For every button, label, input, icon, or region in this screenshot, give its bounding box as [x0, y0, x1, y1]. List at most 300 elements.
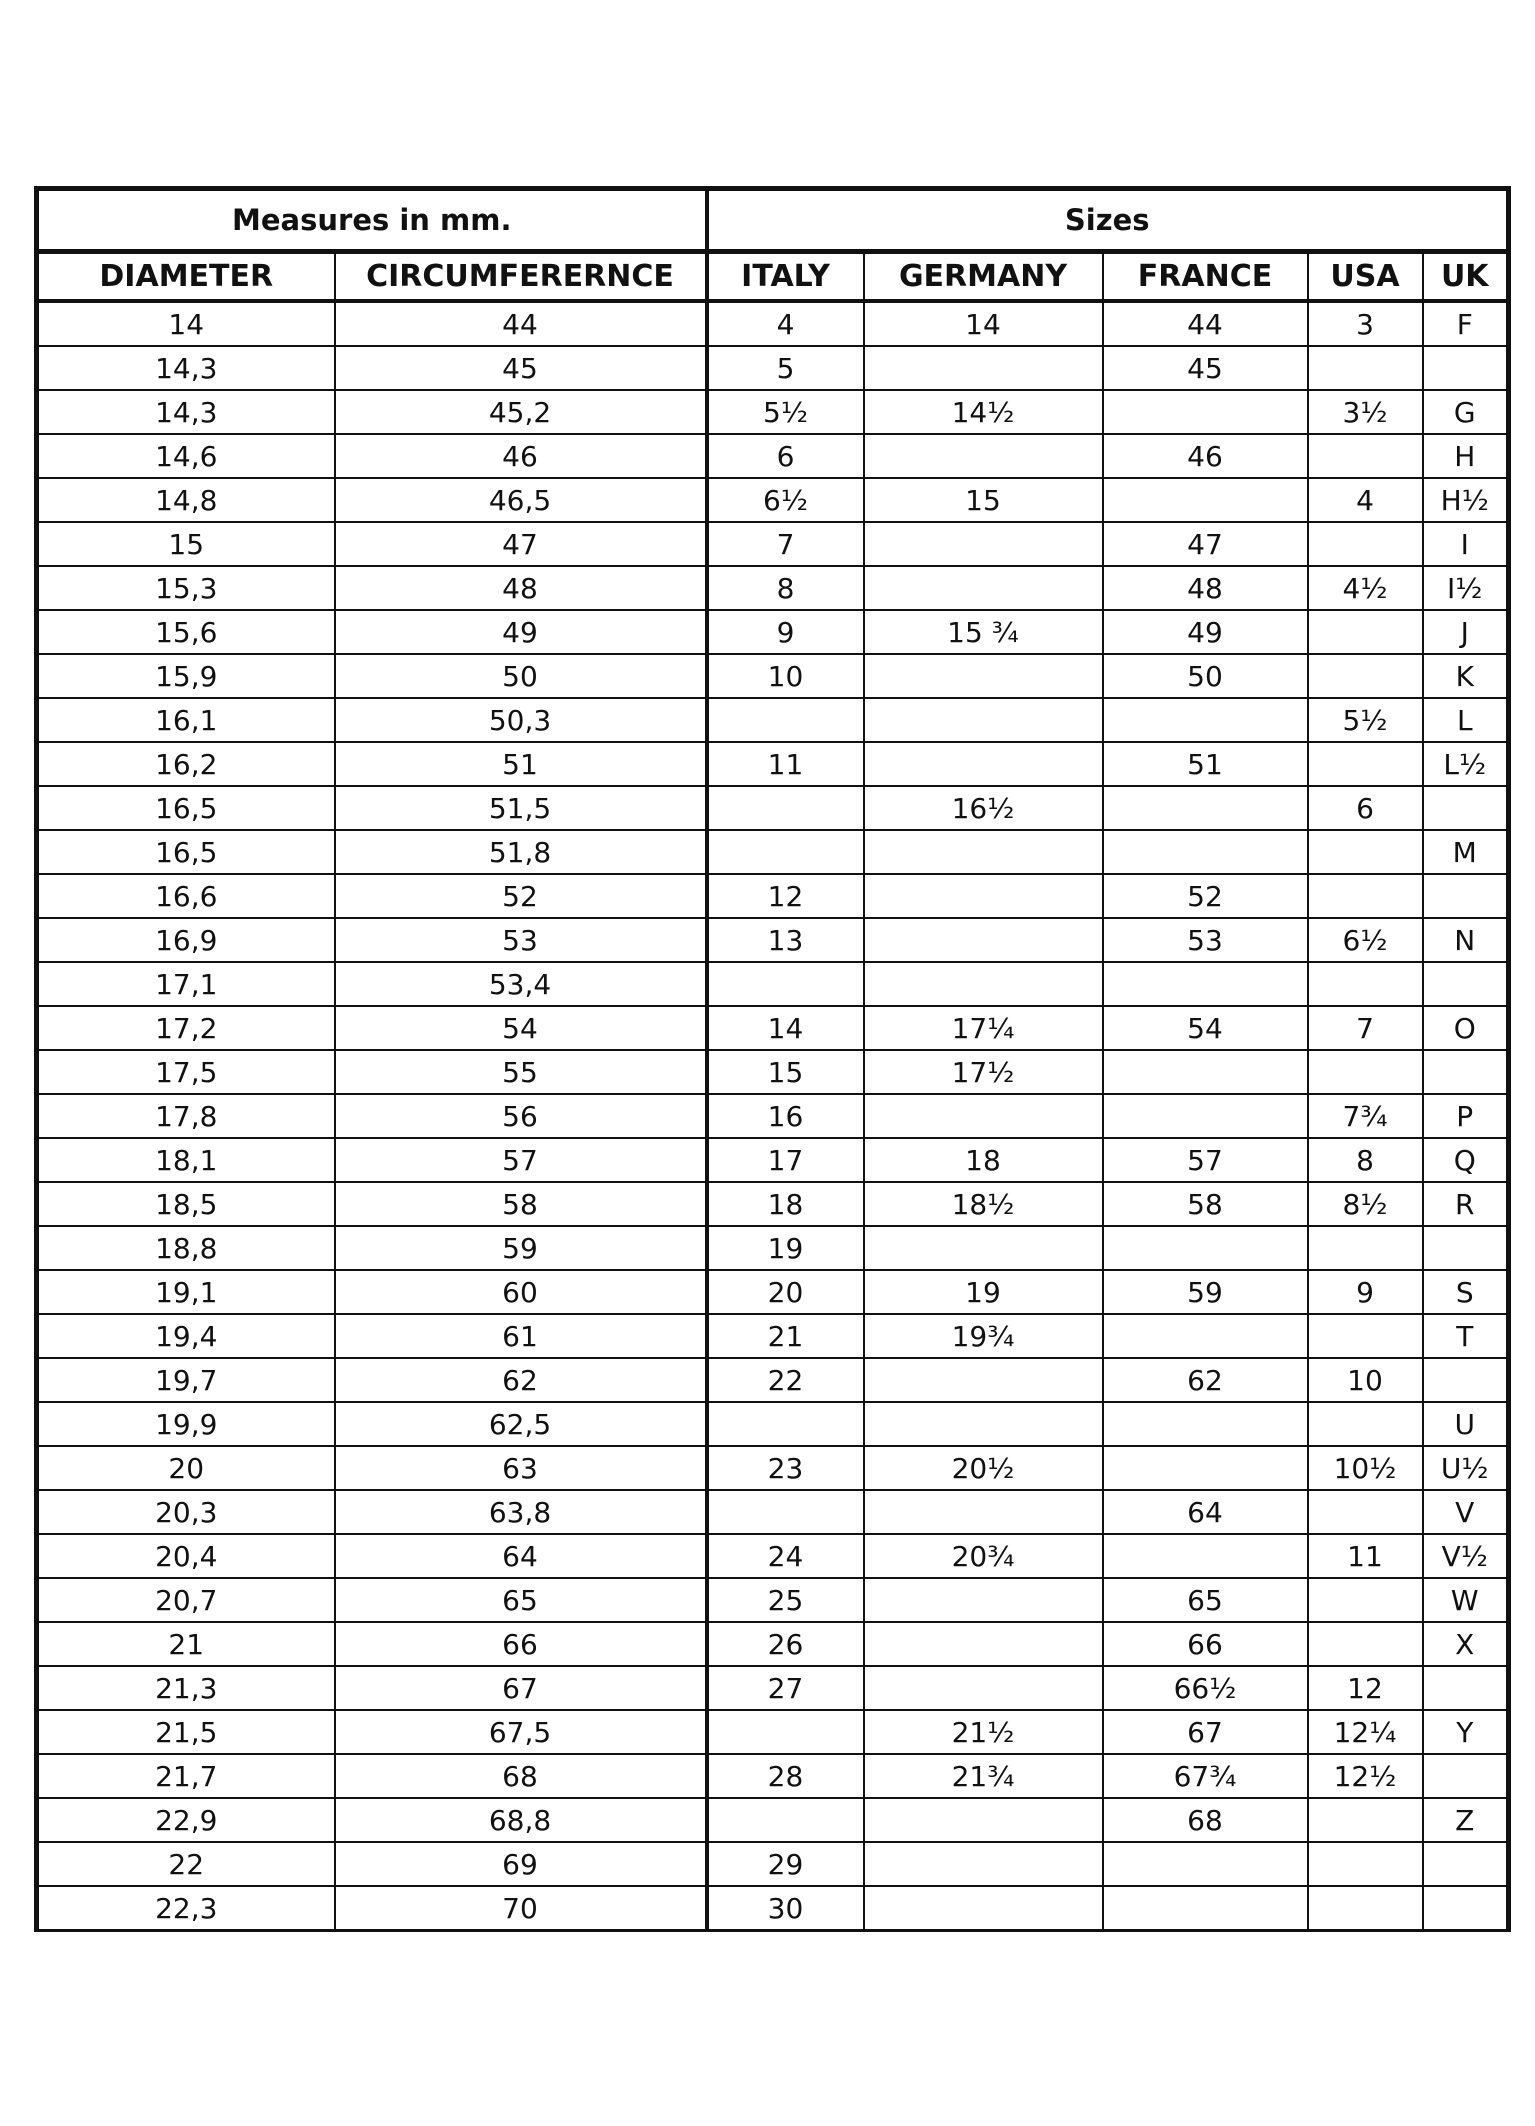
cell-diameter: 22,3 — [37, 1886, 335, 1931]
cell-italy — [707, 1798, 864, 1842]
cell-france: 68 — [1103, 1798, 1308, 1842]
cell-germany: 21½ — [864, 1710, 1103, 1754]
cell-circumference: 69 — [335, 1842, 707, 1886]
cell-circumference: 68 — [335, 1754, 707, 1798]
cell-uk — [1423, 1754, 1509, 1798]
cell-circumference: 62,5 — [335, 1402, 707, 1446]
table-row — [37, 1358, 1509, 1402]
cell-circumference: 53 — [335, 918, 707, 962]
cell-uk — [1423, 1050, 1509, 1094]
cell-france — [1103, 1402, 1308, 1446]
cell-circumference: 68,8 — [335, 1798, 707, 1842]
cell-uk: V — [1423, 1490, 1509, 1534]
cell-circumference: 45,2 — [335, 390, 707, 434]
cell-usa — [1308, 346, 1423, 390]
cell-france: 66½ — [1103, 1666, 1308, 1710]
cell-circumference: 53,4 — [335, 962, 707, 1006]
cell-italy: 6 — [707, 434, 864, 478]
cell-circumference: 66 — [335, 1622, 707, 1666]
cell-usa — [1308, 1490, 1423, 1534]
cell-usa: 10½ — [1308, 1446, 1423, 1490]
cell-france — [1103, 786, 1308, 830]
cell-circumference: 51 — [335, 742, 707, 786]
cell-germany — [864, 1490, 1103, 1534]
cell-usa: 10 — [1308, 1358, 1423, 1402]
cell-usa: 7 — [1308, 1006, 1423, 1050]
cell-circumference: 51,8 — [335, 830, 707, 874]
table-row — [37, 1622, 1509, 1666]
cell-germany: 17½ — [864, 1050, 1103, 1094]
cell-italy: 9 — [707, 610, 864, 654]
cell-uk: H — [1423, 434, 1509, 478]
cell-diameter: 17,8 — [37, 1094, 335, 1138]
table-row — [37, 962, 1509, 1006]
cell-diameter: 16,1 — [37, 698, 335, 742]
table-row — [37, 1402, 1509, 1446]
cell-usa — [1308, 742, 1423, 786]
table-row — [37, 1006, 1509, 1050]
cell-france — [1103, 1050, 1308, 1094]
cell-diameter: 22,9 — [37, 1798, 335, 1842]
cell-diameter: 19,1 — [37, 1270, 335, 1314]
cell-diameter: 17,5 — [37, 1050, 335, 1094]
cell-france: 45 — [1103, 346, 1308, 390]
cell-germany — [864, 654, 1103, 698]
cell-diameter: 21,5 — [37, 1710, 335, 1754]
table-row — [37, 742, 1509, 786]
cell-france — [1103, 1446, 1308, 1490]
cell-germany — [864, 1666, 1103, 1710]
cell-diameter: 21,7 — [37, 1754, 335, 1798]
cell-uk: R — [1423, 1182, 1509, 1226]
cell-germany — [864, 830, 1103, 874]
cell-circumference: 70 — [335, 1886, 707, 1931]
column-header-row — [37, 252, 1509, 302]
cell-uk: L — [1423, 698, 1509, 742]
cell-germany: 21¾ — [864, 1754, 1103, 1798]
cell-uk: T — [1423, 1314, 1509, 1358]
cell-usa: 9 — [1308, 1270, 1423, 1314]
cell-france: 62 — [1103, 1358, 1308, 1402]
cell-diameter: 20,3 — [37, 1490, 335, 1534]
cell-circumference: 59 — [335, 1226, 707, 1270]
cell-italy: 10 — [707, 654, 864, 698]
cell-france: 51 — [1103, 742, 1308, 786]
cell-diameter: 16,6 — [37, 874, 335, 918]
table-row — [37, 566, 1509, 610]
cell-uk — [1423, 346, 1509, 390]
table-row — [37, 301, 1509, 346]
cell-circumference: 63,8 — [335, 1490, 707, 1534]
cell-france: 54 — [1103, 1006, 1308, 1050]
cell-germany — [864, 1842, 1103, 1886]
cell-diameter: 15,6 — [37, 610, 335, 654]
cell-france: 65 — [1103, 1578, 1308, 1622]
ring-size-table — [34, 186, 1511, 1932]
cell-usa: 3½ — [1308, 390, 1423, 434]
cell-diameter: 20,7 — [37, 1578, 335, 1622]
sizes-group-header: Sizes — [707, 189, 1509, 252]
cell-germany — [864, 1094, 1103, 1138]
cell-italy: 18 — [707, 1182, 864, 1226]
table-row — [37, 1842, 1509, 1886]
table-row — [37, 346, 1509, 390]
cell-italy — [707, 1402, 864, 1446]
cell-italy: 4 — [707, 301, 864, 346]
cell-italy: 29 — [707, 1842, 864, 1886]
cell-uk: L½ — [1423, 742, 1509, 786]
table-row — [37, 1534, 1509, 1578]
cell-germany: 18½ — [864, 1182, 1103, 1226]
col-header-germany: GERMANY — [864, 252, 1103, 302]
cell-germany — [864, 1578, 1103, 1622]
cell-uk: Q — [1423, 1138, 1509, 1182]
col-header-diameter: DIAMETER — [37, 252, 335, 302]
cell-germany — [864, 1402, 1103, 1446]
cell-germany — [864, 698, 1103, 742]
cell-diameter: 16,9 — [37, 918, 335, 962]
cell-italy: 11 — [707, 742, 864, 786]
cell-italy: 8 — [707, 566, 864, 610]
cell-uk — [1423, 1666, 1509, 1710]
cell-italy: 25 — [707, 1578, 864, 1622]
cell-germany — [864, 918, 1103, 962]
cell-france — [1103, 390, 1308, 434]
cell-circumference: 63 — [335, 1446, 707, 1490]
cell-italy: 14 — [707, 1006, 864, 1050]
cell-uk: S — [1423, 1270, 1509, 1314]
cell-germany: 17¼ — [864, 1006, 1103, 1050]
group-header-row — [37, 189, 1509, 252]
cell-usa — [1308, 1314, 1423, 1358]
cell-diameter: 16,5 — [37, 786, 335, 830]
cell-france: 66 — [1103, 1622, 1308, 1666]
cell-usa — [1308, 874, 1423, 918]
cell-usa — [1308, 1886, 1423, 1931]
cell-usa — [1308, 1622, 1423, 1666]
cell-usa: 4½ — [1308, 566, 1423, 610]
cell-italy — [707, 1490, 864, 1534]
cell-uk: F — [1423, 301, 1509, 346]
cell-germany — [864, 742, 1103, 786]
cell-germany: 15 — [864, 478, 1103, 522]
cell-uk: Z — [1423, 1798, 1509, 1842]
cell-diameter: 17,1 — [37, 962, 335, 1006]
cell-diameter: 14,8 — [37, 478, 335, 522]
cell-usa — [1308, 1050, 1423, 1094]
cell-uk — [1423, 1226, 1509, 1270]
table-row — [37, 1710, 1509, 1754]
cell-germany — [864, 874, 1103, 918]
cell-germany: 19¾ — [864, 1314, 1103, 1358]
table-row — [37, 1886, 1509, 1931]
table-row — [37, 610, 1509, 654]
cell-circumference: 60 — [335, 1270, 707, 1314]
cell-germany: 20½ — [864, 1446, 1103, 1490]
cell-france: 59 — [1103, 1270, 1308, 1314]
cell-germany — [864, 566, 1103, 610]
table-row — [37, 1182, 1509, 1226]
col-header-italy: ITALY — [707, 252, 864, 302]
table-row — [37, 698, 1509, 742]
cell-italy: 5 — [707, 346, 864, 390]
cell-uk: P — [1423, 1094, 1509, 1138]
cell-circumference: 49 — [335, 610, 707, 654]
cell-france: 44 — [1103, 301, 1308, 346]
cell-germany: 20¾ — [864, 1534, 1103, 1578]
table-row — [37, 390, 1509, 434]
cell-france: 49 — [1103, 610, 1308, 654]
cell-uk: H½ — [1423, 478, 1509, 522]
cell-france — [1103, 1842, 1308, 1886]
cell-usa: 12½ — [1308, 1754, 1423, 1798]
cell-uk: I½ — [1423, 566, 1509, 610]
cell-diameter: 20 — [37, 1446, 335, 1490]
cell-france: 50 — [1103, 654, 1308, 698]
cell-diameter: 19,4 — [37, 1314, 335, 1358]
cell-france: 64 — [1103, 1490, 1308, 1534]
cell-usa: 3 — [1308, 301, 1423, 346]
cell-diameter: 14,3 — [37, 346, 335, 390]
table-row — [37, 434, 1509, 478]
cell-diameter: 14 — [37, 301, 335, 346]
table-row — [37, 786, 1509, 830]
table-row — [37, 1578, 1509, 1622]
cell-uk: V½ — [1423, 1534, 1509, 1578]
cell-diameter: 17,2 — [37, 1006, 335, 1050]
cell-usa: 7¾ — [1308, 1094, 1423, 1138]
cell-diameter: 14,3 — [37, 390, 335, 434]
cell-circumference: 64 — [335, 1534, 707, 1578]
cell-italy: 12 — [707, 874, 864, 918]
cell-italy: 23 — [707, 1446, 864, 1490]
cell-usa — [1308, 434, 1423, 478]
cell-uk: Y — [1423, 1710, 1509, 1754]
cell-france — [1103, 478, 1308, 522]
cell-circumference: 57 — [335, 1138, 707, 1182]
table-row — [37, 1226, 1509, 1270]
table-row — [37, 654, 1509, 698]
cell-usa — [1308, 522, 1423, 566]
cell-germany: 14 — [864, 301, 1103, 346]
col-header-france: FRANCE — [1103, 252, 1308, 302]
cell-usa: 6½ — [1308, 918, 1423, 962]
cell-uk — [1423, 1358, 1509, 1402]
cell-germany — [864, 1622, 1103, 1666]
cell-usa — [1308, 830, 1423, 874]
cell-uk — [1423, 962, 1509, 1006]
cell-usa: 8 — [1308, 1138, 1423, 1182]
cell-italy: 24 — [707, 1534, 864, 1578]
cell-diameter: 18,8 — [37, 1226, 335, 1270]
cell-circumference: 65 — [335, 1578, 707, 1622]
cell-france — [1103, 1886, 1308, 1931]
cell-circumference: 46,5 — [335, 478, 707, 522]
cell-circumference: 67 — [335, 1666, 707, 1710]
table-row — [37, 1446, 1509, 1490]
cell-circumference: 51,5 — [335, 786, 707, 830]
cell-uk: W — [1423, 1578, 1509, 1622]
cell-germany: 14½ — [864, 390, 1103, 434]
measures-group-header: Measures in mm. — [37, 189, 707, 252]
cell-italy: 27 — [707, 1666, 864, 1710]
cell-italy: 17 — [707, 1138, 864, 1182]
cell-diameter: 22 — [37, 1842, 335, 1886]
table-row — [37, 1798, 1509, 1842]
cell-italy — [707, 698, 864, 742]
cell-germany — [864, 1226, 1103, 1270]
cell-germany — [864, 522, 1103, 566]
cell-usa: 4 — [1308, 478, 1423, 522]
cell-uk — [1423, 786, 1509, 830]
cell-germany — [864, 434, 1103, 478]
cell-diameter: 21,3 — [37, 1666, 335, 1710]
cell-france: 48 — [1103, 566, 1308, 610]
cell-diameter: 18,5 — [37, 1182, 335, 1226]
cell-usa — [1308, 1402, 1423, 1446]
cell-circumference: 46 — [335, 434, 707, 478]
cell-italy: 7 — [707, 522, 864, 566]
cell-italy: 28 — [707, 1754, 864, 1798]
cell-uk: J — [1423, 610, 1509, 654]
cell-italy: 5½ — [707, 390, 864, 434]
cell-usa — [1308, 1226, 1423, 1270]
cell-diameter: 18,1 — [37, 1138, 335, 1182]
cell-france — [1103, 1314, 1308, 1358]
cell-usa — [1308, 654, 1423, 698]
cell-circumference: 67,5 — [335, 1710, 707, 1754]
cell-diameter: 14,6 — [37, 434, 335, 478]
cell-uk: M — [1423, 830, 1509, 874]
table-row — [37, 522, 1509, 566]
cell-circumference: 58 — [335, 1182, 707, 1226]
cell-circumference: 54 — [335, 1006, 707, 1050]
cell-usa — [1308, 1798, 1423, 1842]
cell-uk — [1423, 1886, 1509, 1931]
cell-circumference: 62 — [335, 1358, 707, 1402]
cell-diameter: 15 — [37, 522, 335, 566]
cell-italy: 26 — [707, 1622, 864, 1666]
cell-france — [1103, 830, 1308, 874]
cell-italy: 16 — [707, 1094, 864, 1138]
cell-usa: 12 — [1308, 1666, 1423, 1710]
cell-italy: 15 — [707, 1050, 864, 1094]
cell-usa — [1308, 1578, 1423, 1622]
cell-france — [1103, 698, 1308, 742]
cell-italy: 30 — [707, 1886, 864, 1931]
cell-italy: 20 — [707, 1270, 864, 1314]
cell-circumference: 50,3 — [335, 698, 707, 742]
cell-germany — [864, 1358, 1103, 1402]
table-row — [37, 1094, 1509, 1138]
cell-uk: U½ — [1423, 1446, 1509, 1490]
cell-diameter: 16,5 — [37, 830, 335, 874]
cell-italy — [707, 830, 864, 874]
table-row — [37, 918, 1509, 962]
cell-france: 46 — [1103, 434, 1308, 478]
cell-italy: 22 — [707, 1358, 864, 1402]
table-row — [37, 1490, 1509, 1534]
cell-diameter: 19,9 — [37, 1402, 335, 1446]
cell-usa: 5½ — [1308, 698, 1423, 742]
cell-circumference: 55 — [335, 1050, 707, 1094]
cell-france — [1103, 962, 1308, 1006]
cell-italy — [707, 1710, 864, 1754]
table-body — [37, 301, 1509, 1931]
table-row — [37, 830, 1509, 874]
cell-usa — [1308, 962, 1423, 1006]
cell-circumference: 44 — [335, 301, 707, 346]
cell-uk — [1423, 874, 1509, 918]
col-header-uk: UK — [1423, 252, 1509, 302]
table-row — [37, 1666, 1509, 1710]
cell-usa — [1308, 1842, 1423, 1886]
cell-germany — [864, 962, 1103, 1006]
cell-france: 53 — [1103, 918, 1308, 962]
cell-diameter: 20,4 — [37, 1534, 335, 1578]
cell-circumference: 45 — [335, 346, 707, 390]
cell-usa: 8½ — [1308, 1182, 1423, 1226]
cell-germany — [864, 346, 1103, 390]
table-row — [37, 874, 1509, 918]
cell-usa: 12¼ — [1308, 1710, 1423, 1754]
cell-germany: 19 — [864, 1270, 1103, 1314]
cell-circumference: 48 — [335, 566, 707, 610]
table-row — [37, 1270, 1509, 1314]
cell-france: 47 — [1103, 522, 1308, 566]
cell-france — [1103, 1094, 1308, 1138]
cell-circumference: 56 — [335, 1094, 707, 1138]
cell-diameter: 21 — [37, 1622, 335, 1666]
cell-france: 57 — [1103, 1138, 1308, 1182]
cell-uk: U — [1423, 1402, 1509, 1446]
cell-france: 67¾ — [1103, 1754, 1308, 1798]
cell-germany — [864, 1886, 1103, 1931]
table-row — [37, 1050, 1509, 1094]
cell-uk: I — [1423, 522, 1509, 566]
table-row — [37, 1754, 1509, 1798]
cell-circumference: 61 — [335, 1314, 707, 1358]
cell-italy: 13 — [707, 918, 864, 962]
cell-uk — [1423, 1842, 1509, 1886]
col-header-circumference: CIRCUMFERERNCE — [335, 252, 707, 302]
cell-diameter: 19,7 — [37, 1358, 335, 1402]
cell-usa: 6 — [1308, 786, 1423, 830]
col-header-usa: USA — [1308, 252, 1423, 302]
cell-usa — [1308, 610, 1423, 654]
cell-circumference: 52 — [335, 874, 707, 918]
cell-diameter: 16,2 — [37, 742, 335, 786]
cell-diameter: 15,9 — [37, 654, 335, 698]
cell-germany: 16½ — [864, 786, 1103, 830]
cell-circumference: 50 — [335, 654, 707, 698]
table-row — [37, 478, 1509, 522]
cell-france: 67 — [1103, 1710, 1308, 1754]
cell-germany — [864, 1798, 1103, 1842]
cell-italy: 6½ — [707, 478, 864, 522]
cell-uk: N — [1423, 918, 1509, 962]
cell-usa: 11 — [1308, 1534, 1423, 1578]
cell-italy: 21 — [707, 1314, 864, 1358]
table-row — [37, 1314, 1509, 1358]
cell-italy — [707, 786, 864, 830]
cell-france — [1103, 1226, 1308, 1270]
cell-italy: 19 — [707, 1226, 864, 1270]
cell-france: 58 — [1103, 1182, 1308, 1226]
table-row — [37, 1138, 1509, 1182]
cell-uk: K — [1423, 654, 1509, 698]
cell-diameter: 15,3 — [37, 566, 335, 610]
